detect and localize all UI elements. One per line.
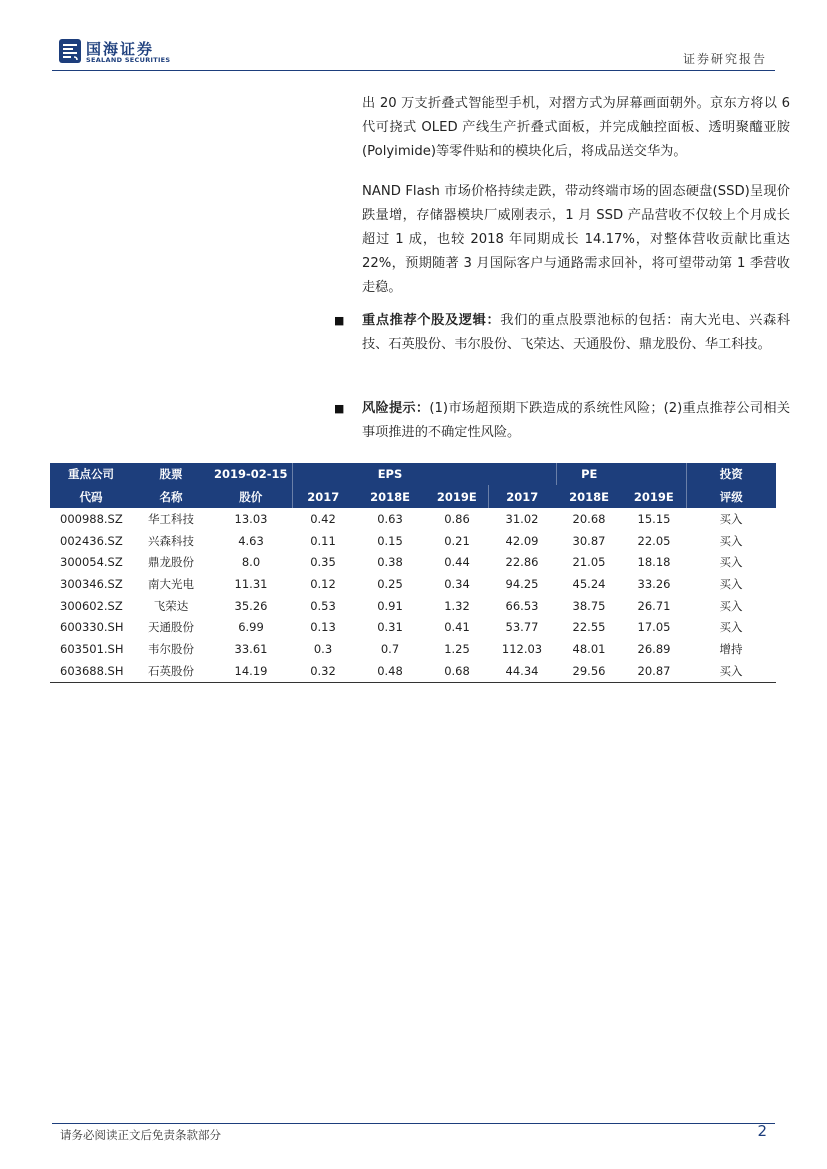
cell-pe-2019e: 18.18 <box>637 555 671 570</box>
cell-pe-2019e: 33.26 <box>637 576 671 591</box>
cell-eps-2017: 0.53 <box>310 598 336 613</box>
cell-eps-2017: 0.13 <box>310 620 336 635</box>
cell-code: 000988.SZ <box>60 511 123 526</box>
header-name: 股票 <box>132 463 210 485</box>
cell-eps-2019e: 1.25 <box>444 641 470 656</box>
cell-rating: 买入 <box>719 511 743 526</box>
cell-eps-2017: 0.11 <box>310 533 336 548</box>
company-logo <box>58 38 268 70</box>
cell-rating: 买入 <box>719 598 743 613</box>
cell-pe-2019e: 26.71 <box>637 598 671 613</box>
paragraph-foldable-phone <box>362 92 790 164</box>
cell-pe-2017: 22.86 <box>505 555 539 570</box>
header-code: 代码 <box>50 485 132 508</box>
header-name: 名称 <box>132 485 210 508</box>
cell-code: 300346.SZ <box>60 576 123 591</box>
cell-name: 韦尔股份 <box>148 641 194 656</box>
stock-valuation-table <box>50 463 776 683</box>
cell-pe-2017: 66.53 <box>505 598 539 613</box>
cell-eps-2018e: 0.31 <box>377 620 403 635</box>
risk-warning-text: (1)市场超预期下跌造成的系统性风险；(2)重点推荐公司相关事项推进的不确定性风险。 <box>362 401 791 440</box>
cell-price: 13.03 <box>234 511 268 526</box>
cell-name: 华工科技 <box>148 511 194 526</box>
cell-name: 兴森科技 <box>148 533 194 548</box>
cell-rating: 增持 <box>719 641 743 656</box>
risk-warning-label: 风险提示： <box>362 401 430 416</box>
cell-eps-2017: 0.32 <box>292 660 354 682</box>
cell-pe-2017: 53.77 <box>505 620 539 635</box>
cell-pe-2018e: 22.55 <box>572 620 606 635</box>
cell-pe-2019e: 26.89 <box>637 641 671 656</box>
cell-eps-2019e: 0.44 <box>444 555 470 570</box>
table-header-row <box>50 463 776 485</box>
cell-eps-2018e: 0.48 <box>354 660 426 682</box>
paragraph-nand-flash <box>362 180 790 300</box>
cell-code: 603501.SH <box>60 641 124 656</box>
cell-eps-2019e: 0.41 <box>444 620 470 635</box>
header-pe: PE <box>556 463 622 485</box>
table-row <box>50 616 776 638</box>
cell-name: 鼎龙股份 <box>148 555 194 570</box>
disclaimer-text: 请务必阅读正文后免责条款部分 <box>60 1128 221 1142</box>
cell-name: 南大光电 <box>148 576 194 591</box>
cell-pe-2019e: 17.05 <box>637 620 671 635</box>
cell-pe-2018e: 29.56 <box>556 660 622 682</box>
brand-name-cn: 国海证券 <box>86 40 155 58</box>
cell-rating: 买入 <box>719 555 743 570</box>
footer-divider <box>52 1123 775 1124</box>
cell-pe-2018e: 21.05 <box>572 555 606 570</box>
cell-pe-2017: 44.34 <box>488 660 556 682</box>
table-row <box>50 573 776 595</box>
brand-name-en: SEALAND SECURITIES <box>86 56 171 64</box>
cell-rating: 买入 <box>719 533 743 548</box>
cell-eps-2017: 0.3 <box>313 641 333 656</box>
header-year: 2017 <box>488 485 556 508</box>
bullet-square-icon: ■ <box>334 402 345 415</box>
header-year: 2017 <box>292 485 354 508</box>
header-spacer <box>488 463 556 485</box>
cell-price: 35.26 <box>234 598 268 613</box>
cell-pe-2019e: 20.87 <box>622 660 686 682</box>
cell-pe-2019e: 22.05 <box>637 533 671 548</box>
cell-code: 300602.SZ <box>60 598 123 613</box>
paragraph-text: 出 20 万支折叠式智能型手机，对摺方式为屏幕画面朝外。京东方将以 6 代可挠式 OLED 产线生产折叠式面板，并完成触控面板、透明聚醯亚胺(Polyimide)等零件贴和的模块化后，将成品送交华为。 <box>362 96 790 159</box>
cell-pe-2019e: 15.15 <box>637 511 671 526</box>
cell-eps-2018e: 0.15 <box>377 533 403 548</box>
cell-code: 600330.SH <box>60 620 124 635</box>
cell-code: 002436.SZ <box>60 533 123 548</box>
header-divider <box>52 70 775 71</box>
cell-eps-2019e: 1.32 <box>444 598 470 613</box>
header-year: 2019E <box>622 485 686 508</box>
header-price: 股价 <box>210 485 292 508</box>
recommended-stocks-label: 重点推荐个股及逻辑： <box>362 313 501 328</box>
header-year: 2018E <box>354 485 426 508</box>
header-rating: 投资 <box>686 463 776 485</box>
cell-pe-2017: 42.09 <box>505 533 539 548</box>
header-code: 重点公司 <box>50 463 132 485</box>
cell-price: 11.31 <box>234 576 268 591</box>
cell-eps-2018e: 0.38 <box>377 555 403 570</box>
cell-pe-2018e: 48.01 <box>572 641 606 656</box>
cell-eps-2018e: 0.63 <box>377 511 403 526</box>
cell-eps-2018e: 0.7 <box>380 641 400 656</box>
cell-price: 14.19 <box>210 660 292 682</box>
page-number: 2 <box>757 1122 767 1140</box>
cell-eps-2019e: 0.21 <box>444 533 470 548</box>
header-eps: EPS <box>354 463 426 485</box>
paragraph-text: NAND Flash 市场价格持续走跌，带动终端市场的固态硬盘(SSD)呈现价跌量增，存储器模块厂威刚表示，1 月 SSD 产品营收不仅较上个月成长超过 1 成，也较 2018 年同期成长 14.17%，对整体营收贡献比重达 22%，预期随著 3 月国际客户与通路需求回补，将可望带动第 1 季营收走稳。 <box>362 184 790 295</box>
cell-name: 飞荣达 <box>153 598 189 613</box>
header-date: 2019-02-15 <box>210 463 292 485</box>
table-header-row <box>50 485 776 508</box>
cell-pe-2017: 31.02 <box>505 511 539 526</box>
cell-pe-2018e: 38.75 <box>572 598 606 613</box>
cell-eps-2017: 0.42 <box>310 511 336 526</box>
cell-rating: 买入 <box>686 660 776 682</box>
cell-rating: 买入 <box>719 620 743 635</box>
cell-name: 石英股份 <box>132 660 210 682</box>
cell-price: 33.61 <box>234 641 268 656</box>
cell-name: 天通股份 <box>148 620 194 635</box>
bullet-square-icon: ■ <box>334 314 345 327</box>
table-row <box>50 595 776 617</box>
header-spacer <box>622 463 686 485</box>
cell-pe-2018e: 20.68 <box>572 511 606 526</box>
cell-price: 8.0 <box>241 555 261 570</box>
table-row <box>50 638 776 660</box>
table-row <box>50 660 776 682</box>
paragraph-risk-warning <box>362 397 790 445</box>
cell-pe-2018e: 30.87 <box>572 533 606 548</box>
table-row <box>50 530 776 552</box>
cell-price: 6.99 <box>238 620 264 635</box>
cell-eps-2019e: 0.34 <box>444 576 470 591</box>
cell-eps-2017: 0.35 <box>310 555 336 570</box>
header-rating: 评级 <box>686 485 776 508</box>
cell-price: 4.63 <box>238 533 264 548</box>
paragraph-recommended-stocks <box>362 309 790 357</box>
sealand-logo-icon <box>58 38 82 64</box>
cell-code: 603688.SH <box>50 660 132 682</box>
header-year: 2019E <box>426 485 488 508</box>
cell-pe-2017: 94.25 <box>505 576 539 591</box>
cell-eps-2019e: 0.68 <box>426 660 488 682</box>
recommended-stocks-text: 我们的重点股票池标的包括：南大光电、兴森科技、石英股份、韦尔股份、飞荣达、天通股份、鼎龙股份、华工科技。 <box>362 313 791 352</box>
cell-eps-2019e: 0.86 <box>444 511 470 526</box>
cell-eps-2017: 0.12 <box>310 576 336 591</box>
table-row <box>50 551 776 573</box>
report-type: 证券研究报告 <box>682 52 767 66</box>
header-spacer <box>292 463 354 485</box>
cell-code: 300054.SZ <box>60 555 123 570</box>
cell-eps-2018e: 0.91 <box>377 598 403 613</box>
header-spacer <box>426 463 488 485</box>
cell-pe-2017: 112.03 <box>501 641 543 656</box>
cell-pe-2018e: 45.24 <box>572 576 606 591</box>
cell-rating: 买入 <box>719 576 743 591</box>
cell-eps-2018e: 0.25 <box>377 576 403 591</box>
table-row <box>50 508 776 530</box>
header-year: 2018E <box>556 485 622 508</box>
